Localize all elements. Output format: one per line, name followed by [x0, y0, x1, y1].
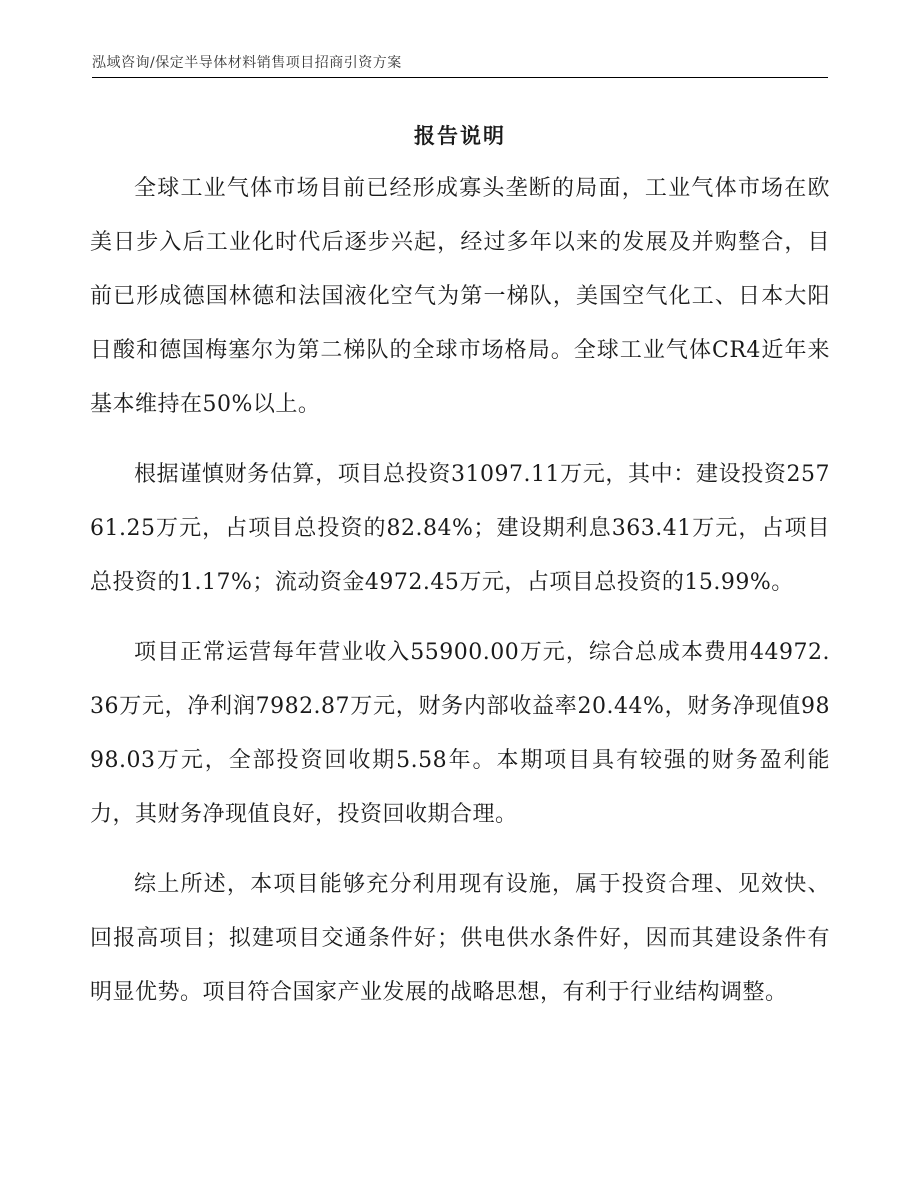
- paragraph-financial-returns: 项目正常运营每年营业收入55900.00万元，综合总成本费用44972.36万元，净利润7982.87万元，财务内部收益率20.44%，财务净现值9898.03万元，全部投资回收期5.58年。本期项目具有较强的财务盈利能力，其财务净现值良好，投资回收期合理。: [90, 640, 830, 827]
- header-divider: [92, 77, 828, 78]
- running-header: 泓域咨询/保定半导体材料销售项目招商引资方案: [92, 55, 402, 71]
- page-title: 报告说明: [414, 123, 506, 148]
- paragraph-conclusion: 综上所述，本项目能够充分利用现有设施，属于投资合理、见效快、回报高项目；拟建项目交通条件好；供电供水条件好，因而其建设条件有明显优势。项目符合国家产业发展的战略思想，有利于行业结构调整。: [90, 872, 830, 1005]
- document-body: [90, 162, 830, 1036]
- paragraph-market-overview: 全球工业气体市场目前已经形成寡头垄断的局面，工业气体市场在欧美日步入后工业化时代后逐步兴起，经过多年以来的发展及并购整合，目前已形成德国林德和法国液化空气为第一梯队，美国空气化工、日本大阳日酸和德国梅塞尔为第二梯队的全球市场格局。全球工业气体CR4近年来基本维持在50%以上。: [90, 176, 830, 417]
- paragraph-investment-estimate: 根据谨慎财务估算，项目总投资31097.11万元，其中：建设投资25761.25万元，占项目总投资的82.84%；建设期利息363.41万元，占项目总投资的1.17%；流动资金4972.45万元，占项目总投资的15.99%。: [90, 462, 830, 595]
